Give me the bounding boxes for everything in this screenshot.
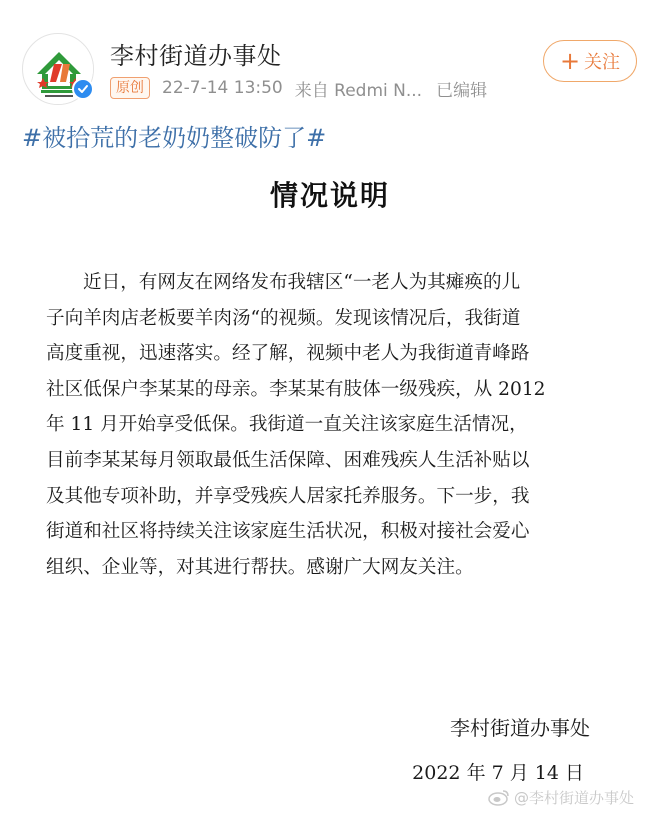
plus-icon: +	[559, 47, 581, 75]
document-body	[46, 265, 612, 585]
weibo-logo-icon	[488, 788, 510, 806]
verified-badge-icon	[72, 78, 94, 100]
account-name[interactable]: 李村街道办事处	[110, 42, 282, 70]
post-image[interactable]	[0, 160, 660, 825]
body-line: 子向羊肉店老板要羊肉汤“的视频。发现该情况后，我街道	[46, 307, 521, 329]
post-meta	[110, 76, 487, 100]
post-header	[0, 0, 660, 110]
follow-button[interactable]	[543, 40, 637, 82]
topic-hashtag-link[interactable]: #被拾荒的老奶奶整破防了#	[22, 124, 327, 152]
document-title: 情况说明	[269, 179, 390, 212]
original-badge: 原创	[110, 77, 150, 99]
signature: 李村街道办事处	[450, 716, 590, 740]
document-date: 2022 年 7 月 14 日	[412, 762, 584, 784]
edited-label[interactable]: 已编辑	[436, 80, 488, 101]
body-line: 社区低保户李某某的母亲。李某某有肢体一级残疾，从 2012	[46, 378, 546, 400]
follow-label: 关注	[584, 52, 621, 73]
body-line: 高度重视，迅速落实。经了解，视频中老人为我街道青峰路	[46, 343, 530, 365]
body-line: 近日，有网友在网络发布我辖区“一老人为其瘫痪的儿	[83, 272, 521, 293]
body-line: 组织、企业等，对其进行帮扶。感谢广大网友关注。	[46, 556, 474, 578]
weibo-watermark	[488, 785, 634, 809]
body-line: 街道和社区将持续关注该家庭生活状况，积极对接社会爱心	[46, 521, 530, 543]
body-line: 年 11 月开始享受低保。我街道一直关注该家庭生活情况，	[46, 414, 528, 436]
post-source[interactable]: 来自 Redmi N...	[294, 80, 423, 101]
body-line: 目前李某某每月领取最低生活保障、困难残疾人生活补贴以	[46, 449, 530, 471]
body-line: 及其他专项补助，并享受残疾人居家托养服务。下一步，我	[46, 485, 530, 507]
post-timestamp: 22-7-14 13:50	[162, 78, 283, 98]
watermark-text: @李村街道办事处	[513, 788, 634, 807]
